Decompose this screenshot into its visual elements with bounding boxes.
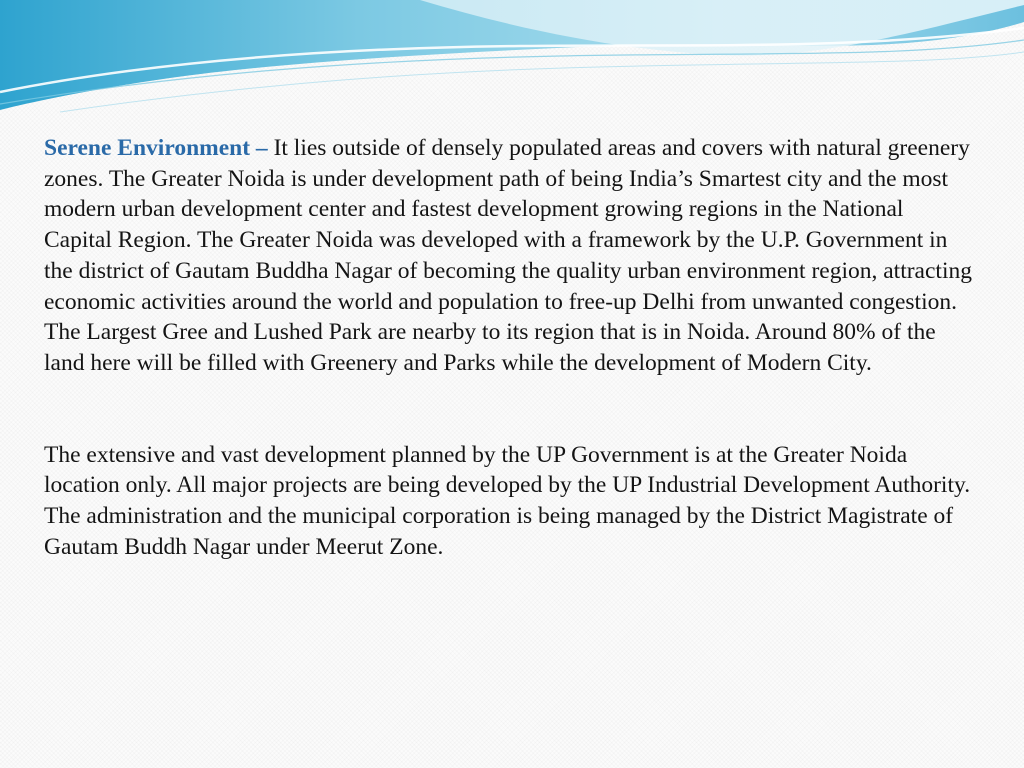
paragraph-development: The extensive and vast development planned by the UP Government is at the Greater Noida location only. All major projects are being developed by the UP Industrial Development Authority. The administration and the municipal corporation is being managed by the District Magistrate of Gautam Buddh Nagar under Meerut Zone. [44, 441, 971, 560]
serene-environment-text: It lies outside of densely populated areas and covers with natural greenery zones. The Greater Noida is under development path of being India’s Smartest city and the most modern urban development center and fastest development growing regions in the National Capital Region. The Greater Noida was developed with a framework by the U.P. Government in the district of Gautam Buddha Nagar of becoming the quality urban environment region, attracting economic activities around the world and population to free-up Delhi from unwanted congestion. The Largest Gree and Lushed Park are nearby to its region that is in Noida. Around 80% of the land here will be filled with Greenery and Parks while the development of Modern City. [44, 135, 972, 376]
slide-body [44, 133, 974, 562]
paragraph-serene-environment [44, 133, 974, 379]
header-wave-decoration [0, 0, 1024, 120]
serene-environment-heading: Serene Environment – [44, 135, 268, 161]
